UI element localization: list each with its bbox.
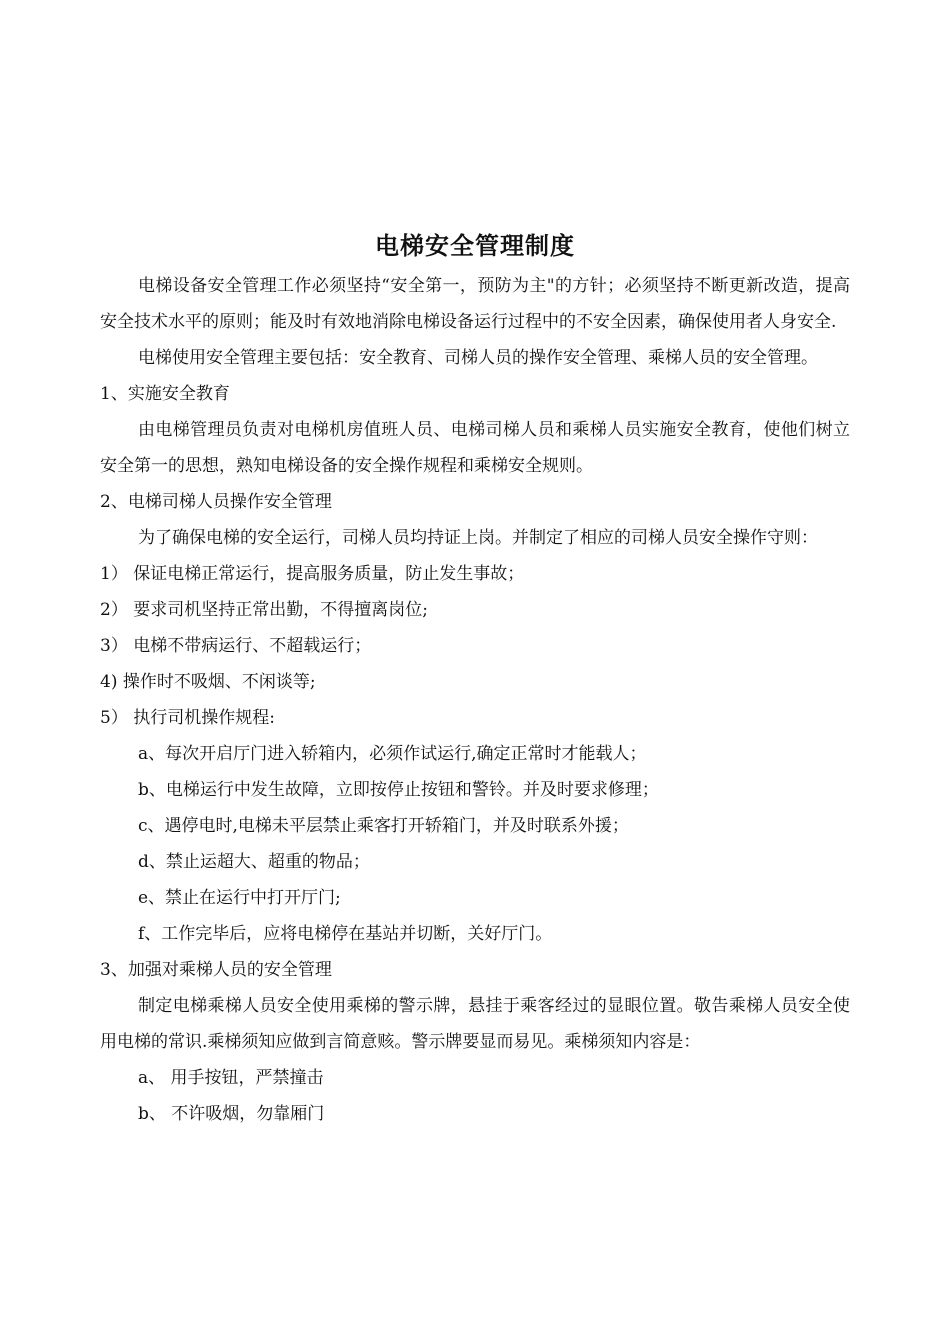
operator-rule-3: 3） 电梯不带病运行、不超载运行； [100, 636, 372, 656]
operator-rule-5: 5） 执行司机操作规程: [100, 708, 275, 728]
document-title: 电梯安全管理制度 [375, 232, 575, 260]
section-2-paragraph: 为了确保电梯的安全运行，司梯人员均持证上岗。并制定了相应的司梯人员安全操作守则： [138, 528, 818, 548]
document-body [100, 268, 850, 1132]
section-3-heading: 3、加强对乘梯人员的安全管理 [100, 960, 332, 980]
procedure-item-b: b、电梯运行中发生故障，立即按停止按钮和警铃。并及时要求修理； [138, 780, 659, 800]
intro-paragraph-2: 电梯使用安全管理主要包括：安全教育、司梯人员的操作安全管理、乘梯人员的安全管理。 [138, 348, 818, 368]
intro-paragraph-1: 电梯设备安全管理工作必须坚持“安全第一，预防为主"的方针；必须坚持不断更新改造，提高安全技术水平的原则；能及时有效地消除电梯设备运行过程中的不安全因素，确保使用者人身安全. [100, 276, 850, 332]
section-1-heading: 1、实施安全教育 [100, 384, 230, 404]
operator-rule-1: 1） 保证电梯正常运行，提高服务质量，防止发生事故； [100, 564, 525, 584]
procedure-item-f: f、工作完毕后，应将电梯停在基站并切断，关好厅门。 [138, 924, 553, 944]
procedure-item-a: a、每次开启厅门进入轿箱内，必须作试运行,确定正常时才能载人； [138, 744, 647, 764]
notice-item-b: b、 不许吸烟，勿靠厢门 [138, 1104, 325, 1124]
section-3-paragraph: 制定电梯乘梯人员安全使用乘梯的警示牌，悬挂于乘客经过的显眼位置。敬告乘梯人员安全使用电梯的常识.乘梯须知应做到言简意赅。警示牌要显而易见。乘梯须知内容是： [100, 996, 850, 1052]
procedure-item-e: e、禁止在运行中打开厅门; [138, 888, 341, 908]
operator-rule-4: 4) 操作时不吸烟、不闲谈等; [100, 672, 316, 692]
section-1-paragraph: 由电梯管理员负责对电梯机房值班人员、电梯司梯人员和乘梯人员实施安全教育，使他们树立安全第一的思想，熟知电梯设备的安全操作规程和乘梯安全规则。 [100, 420, 850, 476]
operator-rule-2: 2） 要求司机坚持正常出勤，不得擅离岗位; [100, 600, 428, 620]
section-2-heading: 2、电梯司梯人员操作安全管理 [100, 492, 332, 512]
procedure-item-c: c、遇停电时,电梯未平层禁止乘客打开轿箱门，并及时联系外援； [138, 816, 629, 836]
procedure-item-d: d、禁止运超大、超重的物品； [138, 852, 370, 872]
notice-item-a: a、 用手按钮，严禁撞击 [138, 1068, 324, 1088]
